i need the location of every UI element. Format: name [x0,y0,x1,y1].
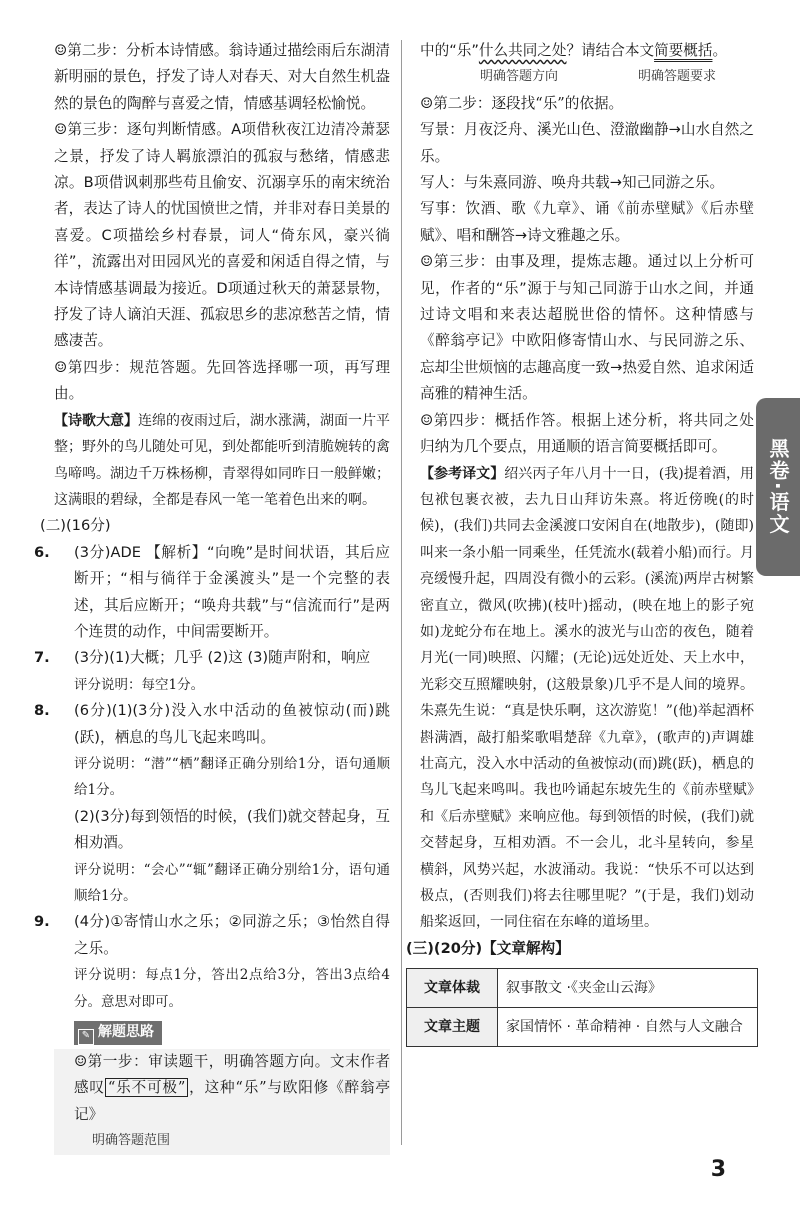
question-6 [34,540,390,646]
step4-summary-label: ☺第四步：概括作答。 [420,411,572,429]
step2-line-events: 写事：饮酒、歌《九章》、诵《前赤壁赋》《后赤壁赋》、唱和酬答→诗文雅趣之乐。 [420,200,754,244]
step2-line-scenery: 写景：月夜泛舟、溪光山色、澄澈幽静→山水自然之乐。 [420,121,754,165]
section2-heading: (二)(16分) [40,517,111,535]
cont-text-b: ？请结合本文 [566,42,655,59]
q8-number: 8. [34,702,50,720]
step3-refine-paragraph [420,249,754,407]
left-column [34,38,390,1155]
continued-question-line [420,38,754,64]
step4-paragraph [54,355,390,408]
step4-summary-paragraph [420,408,754,461]
question-7 [34,645,390,671]
double-underlined-phrase: 简要概括 [654,42,713,59]
table-row [407,1008,758,1047]
annotation-requirement: 明确答题要求 [637,69,716,85]
pencil-icon: ✎ [78,1029,94,1045]
translation-tag: 【参考译文】 [420,465,505,482]
table-value-theme: 家国情怀 · 革命精神 · 自然与人文融合 [498,1008,758,1047]
q7-scoring-note: 评分说明：每空1分。 [74,676,205,693]
poem-meaning-tag: 【诗歌大意】 [54,412,138,429]
cont-text-c: 。 [712,42,728,59]
step3-refine-label: ☺第三步：由事及理，提炼志趣。 [420,253,648,271]
thinking-step1-paragraph [74,1049,390,1128]
thinking-step1 [54,1049,390,1155]
step3-refine-text: 通过以上分析可见，作者的“乐”源于与知己同游于山水之间，并通过诗文唱和来表达超脱世俗的情怀。这种情感与《醉翁亭记》中欧阳修寄情山水、与民同游之乐、忘却尘世烦恼的志趣高度一致→热爱自然、追求闲适高雅的精神生活。 [420,253,754,403]
page-number: 3 [710,1157,726,1182]
translation-paragraph [420,461,754,936]
thinking-title-box [74,1021,162,1045]
q7-text: (3分)(1)大概；几乎 (2)这 (3)随声附和，响应 [74,649,371,667]
translation-text: 绍兴丙子年八月十一日，(我)提着酒，用包袱包裹衣被，去九日山拜访朱熹。将近傍晚(的时候)，(我们)共同去金溪渡口安闲自在(地散步)，(随即)叫来一条小船一同乘坐，任凭流水(载着小船)而行。月亮缓慢升起，四周没有微小的云彩。(溪流)两岸古树繁密直立，微风(吹拂)(枝叶)摇动，(映在地上的影子宛如)龙蛇分布在地上。溪水的波光与山峦的夜色，随着月光(一同)映照、闪耀；(无论)远处近处、天上水中，光彩交互照耀映射，(这般景象)几乎不是人间的境界。朱熹先生说：“真是快乐啊，这次游览！”(他)举起酒杯斟满酒，敲打船桨歌唱楚辞《九章》，(歌声的)声调雄壮高亢，没入水中活动的鱼被惊动(而)跳(跃)，栖息的鸟儿飞起来鸣叫。我也吟诵起东坡先生的《前赤壁赋》和《后赤壁赋》来响应他。每到领悟的时候，(我们)就交替起身，互相劝酒。不一会儿，北斗星转向，参星横斜，风势兴起，水波涌动。我说：“快乐不可以达到极点，(否则我们)将去往哪里呢？”(于是，我们)划动船桨返回，一同住宿在东峰的道场里。 [420,465,754,931]
column-divider [401,40,402,1145]
q8-text2: (2)(3分)每到领悟的时候，(我们)就交替起身，互相劝酒。 [74,807,390,852]
step1-text-b: ，这种“乐”与欧阳修《醉翁亭记》 [74,1079,390,1123]
poem-meaning-paragraph [54,408,390,514]
table-row [407,969,758,1008]
step3-text: A项借秋夜江边清冷萧瑟之景，抒发了诗人羁旅漂泊的孤寂与愁绪，情感悲凉。B项借讽刺那些苟且偷安、沉溺享乐的南宋统治者，表达了诗人的忧国愤世之情，并非对春日美景的喜爱。C项描绘乡村春景，词人“倚东风，豪兴徜徉”，流露出对田园风光的喜爱和闲适自得之情，与本诗情感基调最为接近。D项通过秋天的萧瑟景物，抒发了诗人谪泊天涯、孤寂思乡的悲凉愁苦之情，情感凄苦。 [54,121,390,350]
q9-number: 9. [34,913,50,931]
cont-text-a: 中的“乐” [420,42,479,59]
annotation-row [420,64,754,90]
annotation-direction: 明确答题方向 [480,69,559,85]
step2-label: ☺第二步：分析本诗情感。 [54,42,229,59]
translation-block [420,461,754,936]
q9-scoring-note: 评分说明：每点1分，答出2点给3分，答出3点给4分。意思对即可。 [74,967,390,1010]
question-8 [34,698,390,751]
q6-number: 6. [34,543,50,561]
poem-meaning-text: 连绵的夜雨过后，湖水涨满，湖面一片平整；野外的鸟儿随处可见，到处都能听到清脆婉转的禽鸟啼鸣。湖边千万株杨柳，青翠得如同昨日一般鲜嫩；这满眼的碧绿，全都是春风一笔一笔着色出来的啊。 [54,412,390,508]
question-9 [34,909,390,962]
table-key-genre: 文章体裁 [407,969,498,1008]
step2-line-people: 写人：与朱熹同游、唤舟共载→知己同游之乐。 [420,174,725,192]
right-column [406,38,754,1047]
step2-text: 翁诗通过描绘雨后东湖清新明丽的景色，抒发了诗人对春天、对大自然生机盎然的景色的陶醉与喜爱之情，情感基调轻松愉悦。 [54,42,390,112]
thinking-title: 解题思路 [98,1024,154,1041]
table-value-genre: 叙事散文 ·《夹金山云海》 [498,969,758,1008]
boxed-phrase: “乐不可极” [105,1078,188,1097]
q8-scoring-note2: 评分说明：“会心”“辄”翻译正确分别给1分，语句通顺给1分。 [74,861,390,904]
q7-number: 7. [34,649,50,667]
step3-paragraph [54,117,390,355]
q6-text: (3分)ADE 【解析】“向晚”是时间状语，其后应断开；“相与徜徉于金溪渡头”是一个完整的表述，其后应断开；“唤舟共载”与“信流而行”是两个连贯的动作，中间需要断开。 [74,543,390,640]
annotation-range: 明确答题范围 [92,1133,171,1149]
poem-meaning-block [54,408,390,514]
side-tab: 黑卷·语文 [756,398,800,576]
step2-paragraph [54,38,390,117]
q8-text1: (6分)(1)(3分)没入水中活动的鱼被惊动(而)跳(跃)，栖息的鸟儿飞起来鸣叫。 [74,702,390,746]
step1-text-a: 文末作者感叹 [74,1053,390,1097]
step4-label: ☺第四步：规范答题。 [54,358,207,376]
q8-scoring-note1: 评分说明：“潜”“栖”翻译正确分别给1分，语句通顺给1分。 [74,755,390,799]
section3-heading: (三)(20分)【文章解构】 [406,939,570,957]
wavy-underlined-phrase: 什么共同之处 [478,42,567,59]
step4-text: 先回答选择哪一项，再写理由。 [54,358,390,403]
step1-label: ☺第一步：审读题干，明确答题方向。 [74,1053,330,1071]
table-key-theme: 文章主题 [407,1008,498,1047]
step4-summary-text: 根据上述分析，将共同之处归纳为几个要点，用通顺的语言简要概括即可。 [420,411,754,456]
step2-find-label: ☺第二步：逐段找“乐”的依据。 [420,94,624,112]
step3-label: ☺第三步：逐句判断情感。 [54,121,232,139]
q9-text: (4分)①寄情山水之乐；②同游之乐；③怡然自得之乐。 [74,913,390,957]
structure-table [406,968,758,1047]
